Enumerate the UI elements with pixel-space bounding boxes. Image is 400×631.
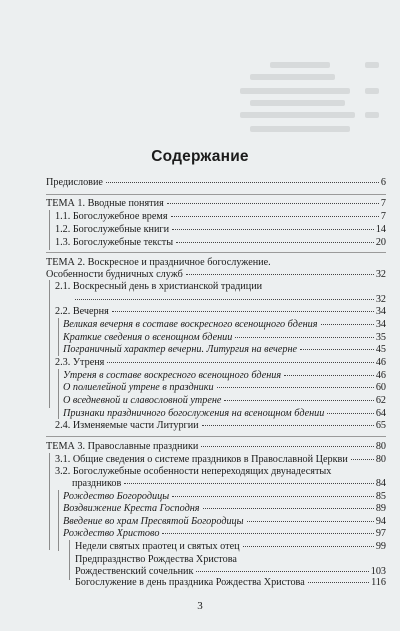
toc-entry[interactable] (46, 269, 386, 281)
entry-page: 32 (375, 293, 386, 305)
entry-page: 103 (370, 566, 386, 578)
toc-entry-heading[interactable]: 2.1. Воскресный день в христианской традиции (55, 281, 263, 293)
toc-entry[interactable] (63, 332, 386, 344)
toc-entry[interactable] (55, 420, 386, 432)
entry-page: 80 (375, 440, 386, 452)
toc-entry[interactable] (55, 306, 386, 318)
entry-page: 32 (375, 268, 386, 280)
entry-title: праздников (72, 477, 122, 489)
toc-entry[interactable] (72, 294, 386, 306)
entry-page: 34 (375, 306, 386, 318)
toc-entry[interactable] (72, 478, 386, 490)
leader-dots (186, 274, 374, 275)
entry-title: Признаки праздничного богослужения на всенощном бдении (63, 407, 325, 419)
leader-dots (196, 571, 368, 572)
entry-page: 45 (375, 344, 386, 356)
leader-dots (162, 533, 373, 534)
entry-page: 97 (375, 528, 386, 540)
entry-page: 62 (375, 394, 386, 406)
section-divider (46, 194, 386, 195)
entry-title: 2.3. Утреня (55, 356, 105, 368)
toc-entry[interactable] (55, 224, 386, 236)
leader-dots (176, 242, 374, 243)
entry-page: 99 (375, 541, 386, 553)
leader-dots (247, 521, 374, 522)
indent-line (58, 490, 59, 551)
entry-page: 34 (375, 319, 386, 331)
leader-dots (224, 400, 373, 401)
leader-dots (172, 496, 374, 497)
entry-title: О вседневной и славословной утрене (63, 394, 222, 406)
toc-entry[interactable] (63, 370, 386, 382)
toc-entry[interactable] (55, 454, 386, 466)
toc-entry[interactable] (46, 198, 386, 210)
leader-dots (107, 362, 373, 363)
leader-dots (235, 337, 373, 338)
entry-title: ТЕМА 1. Вводные понятия (46, 198, 164, 210)
toc-entry[interactable] (55, 211, 386, 223)
toc-entry[interactable] (55, 357, 386, 369)
toc-entry[interactable] (63, 528, 386, 540)
entry-page: 46 (375, 356, 386, 368)
entry-title: Богослужение в день праздника Рождества Христова (75, 577, 305, 589)
toc-entry[interactable] (75, 541, 386, 553)
entry-title: Предисловие (46, 177, 103, 189)
toc-entry-heading[interactable]: ТЕМА 2. Воскресное и праздничное богослужение. (46, 256, 271, 268)
entry-title: Рождественский сочельник (75, 566, 194, 578)
bleed-through-text (0, 0, 400, 150)
page-number: 3 (197, 600, 203, 612)
toc-entry[interactable] (63, 382, 386, 394)
entry-title: Великая вечерня в составе воскресного всенощного бдения (63, 319, 318, 331)
entry-page: 7 (380, 210, 386, 222)
entry-title: ТЕМА 3. Православные праздники (46, 440, 199, 452)
entry-page: 94 (375, 515, 386, 527)
entry-page: 6 (380, 177, 386, 189)
leader-dots (321, 324, 374, 325)
leader-dots (202, 425, 374, 426)
entry-title: Недели святых праотец и святых отец (75, 541, 240, 553)
leader-dots (171, 216, 379, 217)
leader-dots (201, 446, 373, 447)
entry-title: Краткие сведения о всенощном бдении (63, 331, 233, 343)
leader-dots (112, 311, 374, 312)
page-title: Содержание (151, 148, 249, 165)
entry-title: 3.1. Общие сведения о системе праздников в Православной Церкви (55, 453, 348, 465)
entry-page: 80 (375, 453, 386, 465)
indent-line (49, 210, 50, 250)
leader-dots (167, 203, 379, 204)
entry-page: 46 (375, 369, 386, 381)
entry-title: Рождество Богородицы (63, 490, 170, 502)
section-divider (46, 436, 386, 437)
leader-dots (351, 459, 374, 460)
toc-entry[interactable] (63, 395, 386, 407)
leader-dots (217, 387, 374, 388)
indent-line (58, 369, 59, 420)
entry-page: 35 (375, 331, 386, 343)
entry-page: 20 (375, 236, 386, 248)
entry-page: 85 (375, 490, 386, 502)
entry-page: 60 (375, 382, 386, 394)
leader-dots (284, 375, 374, 376)
entry-title: 2.2. Вечерня (55, 306, 109, 318)
leader-dots (203, 508, 374, 509)
entry-title: Рождество Христово (63, 528, 160, 540)
entry-page: 89 (375, 503, 386, 515)
toc-entry-heading[interactable]: 3.2. Богослужебные особенности непереходящих двунадесятых (55, 466, 332, 478)
leader-dots (106, 182, 379, 183)
leader-dots (124, 483, 373, 484)
toc-entry[interactable] (63, 491, 386, 503)
toc-entry[interactable] (46, 177, 386, 189)
toc-entry[interactable] (63, 408, 386, 420)
leader-dots (327, 413, 373, 414)
entry-title: 1.1. Богослужебное время (55, 210, 168, 222)
entry-title: Воздвижение Креста Господня (63, 503, 200, 515)
leader-dots (172, 229, 374, 230)
leader-dots (75, 299, 374, 300)
indent-line (58, 318, 59, 356)
toc-entry[interactable] (63, 516, 386, 528)
toc-entry[interactable] (75, 577, 386, 589)
entry-title: 2.4. Изменяемые части Литургии (55, 420, 199, 432)
toc-entry[interactable] (55, 237, 386, 249)
entry-page: 64 (375, 407, 386, 419)
toc-entry-heading[interactable]: Предпразднство Рождества Христова (75, 553, 237, 565)
entry-title: О полиелейной утрене в праздники (63, 382, 214, 394)
entry-title: 1.3. Богослужебные тексты (55, 236, 174, 248)
toc-entry[interactable] (63, 344, 386, 356)
entry-title: Введение во храм Пресвятой Богородицы (63, 515, 244, 527)
entry-title: Утреня в составе воскресного всенощного бдения (63, 369, 282, 381)
leader-dots (308, 582, 369, 583)
indent-line (69, 540, 70, 580)
entry-page: 116 (371, 577, 386, 589)
toc-entry[interactable] (63, 319, 386, 331)
indent-line (49, 453, 50, 550)
entry-page: 65 (375, 420, 386, 432)
section-divider (46, 252, 386, 253)
entry-title: 1.2. Богослужебные книги (55, 224, 170, 236)
leader-dots (300, 349, 374, 350)
toc-entry[interactable] (46, 441, 386, 453)
entry-title: Особенности будничных служб (46, 268, 183, 280)
entry-page: 7 (380, 198, 386, 210)
entry-title: Пограничный характер вечерни. Литургия на вечерне (63, 344, 298, 356)
leader-dots (243, 546, 374, 547)
entry-page: 14 (375, 224, 386, 236)
indent-line (49, 280, 50, 408)
toc-entry[interactable] (63, 503, 386, 515)
entry-page: 84 (375, 477, 386, 489)
